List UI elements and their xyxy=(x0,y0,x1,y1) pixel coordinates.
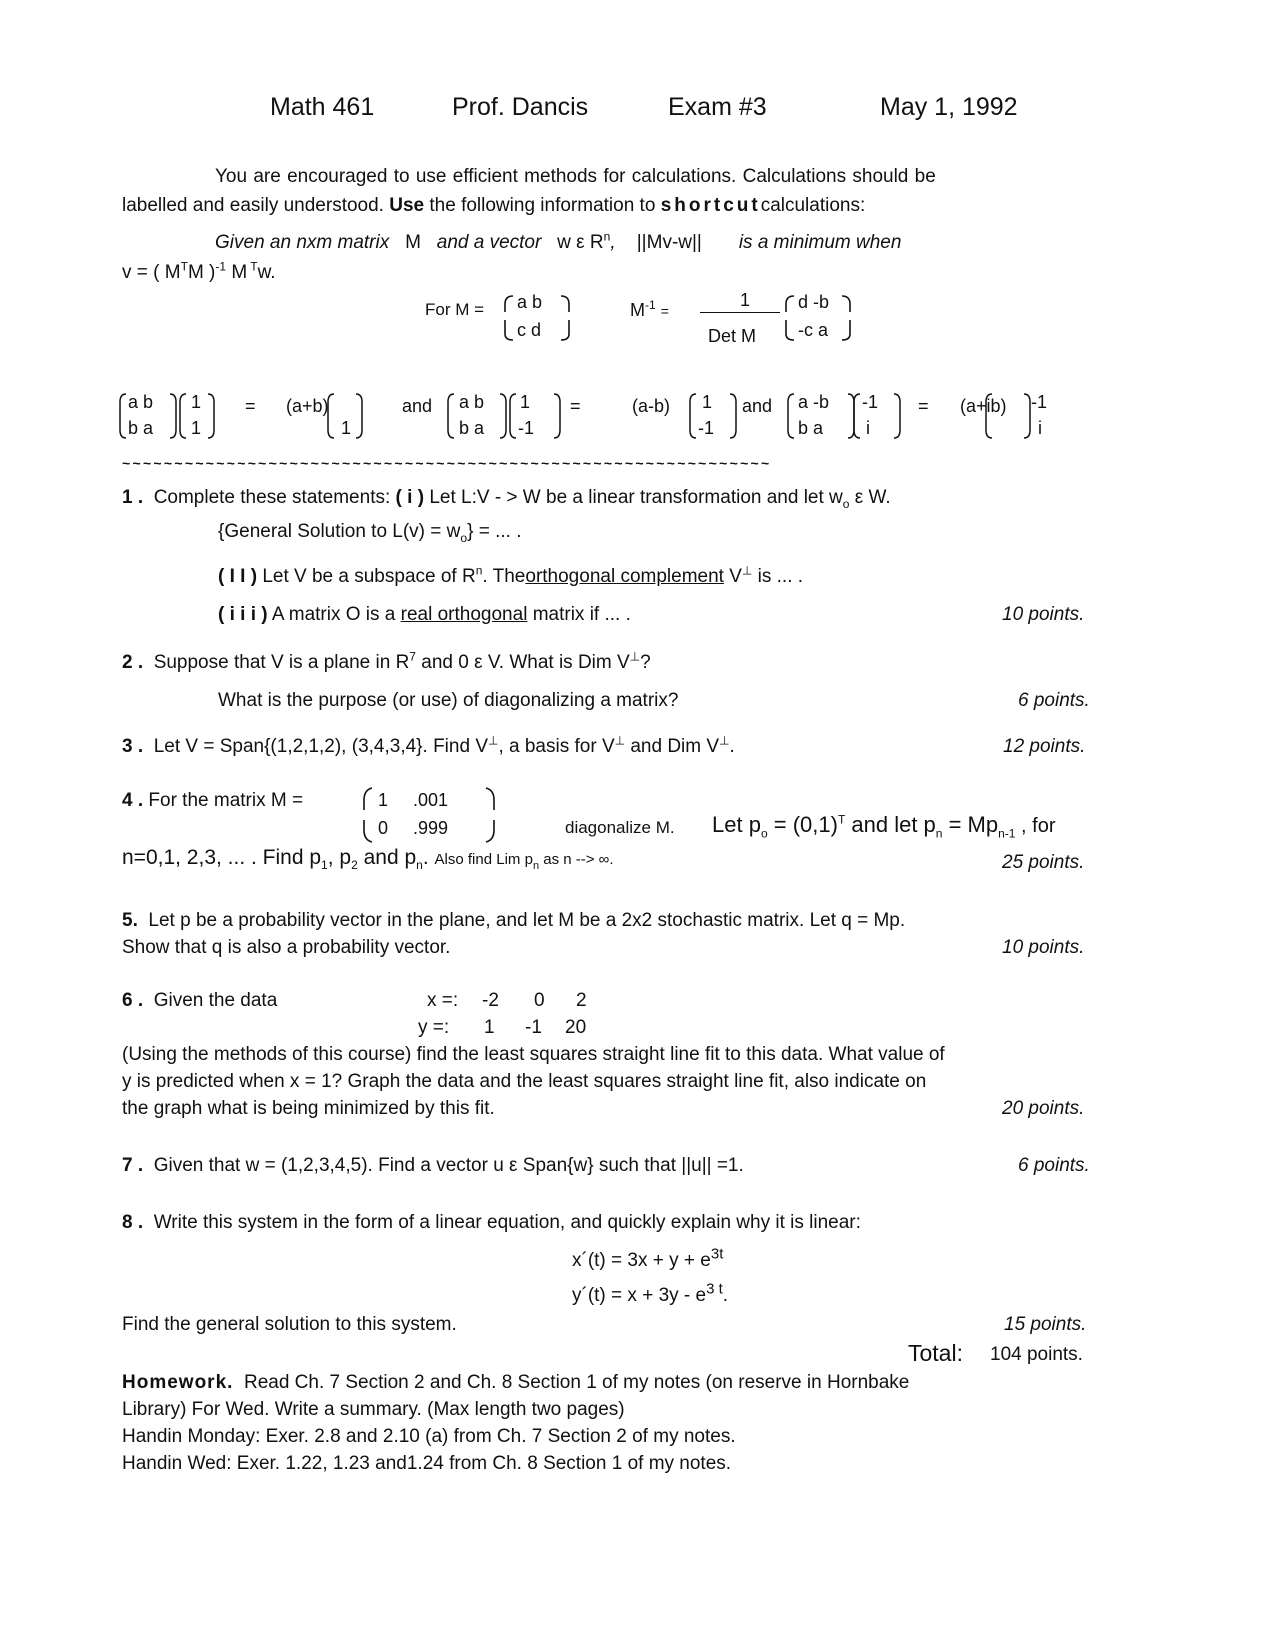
q3-perp2: ⊥ xyxy=(614,733,626,748)
eigen-res2: (a-b) xyxy=(632,396,671,416)
q4-pn-eq: = Mp xyxy=(942,812,999,837)
q6-line4: the graph what is being minimized by this fit. xyxy=(122,1098,495,1119)
q4-and: and p xyxy=(357,846,417,869)
given-w: w ε R xyxy=(557,232,604,253)
eigen-m2-row2: b a xyxy=(459,418,485,438)
q4-lim-sub: n xyxy=(532,860,540,873)
q2-number: 2 . xyxy=(122,652,144,673)
adjugate-row2: -c a xyxy=(798,320,829,340)
minv-exp: -1 xyxy=(645,298,656,312)
q8-eq2-dot: . xyxy=(722,1285,729,1306)
q6-number: 6 . xyxy=(122,990,144,1011)
q7-points: 6 points. xyxy=(1018,1155,1090,1176)
q4-find: n=0,1, 2,3, ... . Find p xyxy=(122,846,322,869)
q1-ii-perp: ⊥ xyxy=(741,563,753,578)
formula-m: M ) xyxy=(187,262,216,283)
q4-comma: , p xyxy=(327,846,352,869)
q7-text: Given that w = (1,2,3,4,5). Find a vector u ε Span{w} such that ||u|| =1. xyxy=(153,1155,744,1176)
q8-eq2-text: y´(t) = x + 3y - e xyxy=(572,1285,707,1306)
matrix-m-row2: c d xyxy=(517,320,542,340)
eigen-v1-row1: 1 xyxy=(191,392,202,412)
q2-line2: What is the purpose (or use) of diagonalizing a matrix? xyxy=(218,690,679,711)
formula-w: w. xyxy=(257,262,276,283)
q6-line3: y is predicted when x = 1? Graph the data and the least squares straight line fit, also indicate on xyxy=(122,1071,927,1092)
q4-and-let: and let p xyxy=(845,812,936,837)
formula-inv: -1 xyxy=(215,259,227,274)
q2-perp: ⊥ xyxy=(629,649,641,664)
wavy-divider: ~~~~~~~~~~~~~~~~~~~~~~~~~~~~~~~~~~~~~~~~~~~~~~~~~~~~~~~~~~~~~~ xyxy=(122,455,772,471)
q8-eq1-text: x´(t) = 3x + y + e xyxy=(572,1250,711,1271)
q8-eq2-exp: 3 t xyxy=(706,1280,723,1298)
q4-diagonalize: diagonalize M. xyxy=(565,818,675,837)
intro-text-3: calculations: xyxy=(760,195,866,216)
q8-eq2 xyxy=(572,1280,729,1307)
q4-points: 25 points. xyxy=(1002,852,1085,873)
eigen-m1-row2: b a xyxy=(128,418,154,438)
q5-number: 5. xyxy=(122,910,138,931)
for-m-label: For M = xyxy=(425,300,485,319)
q4-p2: 2 xyxy=(351,858,358,873)
q4-also: Also find Lim p xyxy=(434,851,533,868)
minv-eq: = xyxy=(660,303,669,319)
q4-line1 xyxy=(122,790,303,812)
q1-ii-n: n xyxy=(475,563,483,578)
q1-i-text-b: ε W. xyxy=(849,487,891,508)
q4-pn-sub: n xyxy=(935,826,943,841)
q4-recurrence xyxy=(712,812,1056,841)
q3-end: . xyxy=(729,736,735,757)
q1-number: 1 . xyxy=(122,487,144,508)
q7-line xyxy=(122,1155,744,1177)
q8-line-end: Find the general solution to this system. xyxy=(122,1314,457,1335)
q3-perp1: ⊥ xyxy=(488,733,499,748)
q4-p0-t: T xyxy=(837,812,846,827)
intro-text-2: the following information to xyxy=(429,195,656,216)
q1-iii xyxy=(218,604,631,626)
q4-matrix-row2: 0 .999 xyxy=(378,818,449,838)
q5-points: 10 points. xyxy=(1002,937,1085,958)
eigen-eq1: = xyxy=(245,396,256,416)
q4-dot: . xyxy=(422,846,429,869)
matrix-m-row1: a b xyxy=(517,292,543,312)
eigen-v3-row2: i xyxy=(866,418,870,438)
q1-i-sub: o xyxy=(842,496,850,511)
q4-pn1-sub: n-1 xyxy=(998,826,1016,841)
q8-points: 15 points. xyxy=(1004,1314,1087,1335)
q2-r7: 7 xyxy=(409,649,416,664)
q3-text-c: and Dim V xyxy=(625,736,720,757)
q3-line xyxy=(122,733,735,758)
q2-line1 xyxy=(122,649,651,674)
q5-line1 xyxy=(122,910,905,932)
eigen-v1-row2: 1 xyxy=(191,418,202,438)
q8-number: 8 . xyxy=(122,1212,144,1233)
q1-ii-text-b: . The xyxy=(482,566,526,587)
q6-y-val-2: -1 xyxy=(525,1017,542,1038)
q3-number: 3 . xyxy=(122,736,144,757)
formula-m2: M xyxy=(226,262,248,283)
q4-number: 4 . xyxy=(122,790,144,811)
homework-line1 xyxy=(122,1372,909,1394)
eigen-and1: and xyxy=(402,396,433,416)
q6-y-val-3: 20 xyxy=(565,1017,587,1038)
given-norm: ||Mv-w|| xyxy=(636,232,702,253)
q3-text: Let V = Span{(1,2,1,2), (3,4,3,4}. Find V xyxy=(153,736,488,757)
given-m: M xyxy=(405,232,421,253)
q4-as: as n --> ∞. xyxy=(539,851,614,868)
q8-line1 xyxy=(122,1212,861,1234)
q8-eq1 xyxy=(572,1245,724,1272)
professor-name: Prof. Dancis xyxy=(452,93,589,121)
eigen-res2-row1: 1 xyxy=(702,392,713,412)
q4-p0-val: = (0,1) xyxy=(767,812,838,837)
q5-line2: Show that q is also a probability vector. xyxy=(122,937,451,958)
q6-x-label: x =: xyxy=(427,990,459,1011)
q4-matrix-row1: 1 .001 xyxy=(378,790,449,810)
eigen-and2: and xyxy=(742,396,773,416)
q6-y-label: y =: xyxy=(418,1017,450,1038)
formula-v: v = ( M xyxy=(122,262,181,283)
q4-p1: 1 xyxy=(321,858,328,873)
eigen-m1-row1: a b xyxy=(128,392,154,412)
eigen-eq2: = xyxy=(570,396,581,416)
eigen-res3-row2: i xyxy=(1038,418,1042,438)
q5-text: Let p be a probability vector in the plane, and let M be a 2x2 stochastic matrix. Let q = Mp. xyxy=(148,910,906,931)
total-value: 104 points. xyxy=(990,1344,1083,1365)
homework-text: Read Ch. 7 Section 2 and Ch. 8 Section 1 of my notes (on reserve in Hornbake xyxy=(243,1372,910,1393)
q6-line1 xyxy=(122,990,277,1012)
q8-eq1-exp: 3t xyxy=(710,1245,724,1263)
q6-line2: (Using the methods of this course) find the least squares straight line fit to this data. What value of xyxy=(122,1044,945,1065)
q1-i-text: Let L:V - > W be a linear transformation and let w xyxy=(429,487,843,508)
q4-pn: n xyxy=(416,858,423,873)
q3-text-b: , a basis for V xyxy=(498,736,615,757)
q3-points: 12 points. xyxy=(1003,736,1086,757)
homework-line2: Library) For Wed. Write a summary. (Max length two pages) xyxy=(122,1399,625,1420)
q6-points: 20 points. xyxy=(1002,1098,1085,1119)
q6-y-val-1: 1 xyxy=(484,1017,495,1038)
formula-t2: T xyxy=(247,259,258,274)
eigen-res1-row2: 1 xyxy=(341,418,352,438)
q1-ii-end: is ... . xyxy=(752,566,804,587)
q4-p0-sub: o xyxy=(760,826,768,841)
eigen-m3-row1: a -b xyxy=(798,392,830,412)
q7-number: 7 . xyxy=(122,1155,144,1176)
eigen-res1: (a+b) xyxy=(286,396,329,416)
q3-perp3: ⊥ xyxy=(719,733,730,748)
adjugate-row1: d -b xyxy=(798,292,830,312)
given-n: n xyxy=(603,229,611,244)
q1-ii-underlined: orthogonal complement xyxy=(525,566,724,587)
q2-text-b: and 0 ε V. What is Dim V xyxy=(415,652,630,673)
fraction-denominator: Det M xyxy=(708,326,757,346)
q1-gs-end: } = ... . xyxy=(467,521,522,542)
homework-line4: Handin Wed: Exer. 1.22, 1.23 and1.24 from Ch. 8 Section 1 of my notes. xyxy=(122,1453,732,1474)
q1-iii-end: matrix if ... . xyxy=(532,604,631,625)
course-title: Math 461 xyxy=(270,93,375,121)
formula-t1: T xyxy=(180,259,188,274)
given-text: Given an nxm matrix xyxy=(215,232,390,253)
q2-points: 6 points. xyxy=(1018,690,1090,711)
exam-date: May 1, 1992 xyxy=(880,93,1018,121)
q1-ii-marker: ( I I ) xyxy=(218,566,258,587)
intro-shortcut: shortcut xyxy=(660,195,761,216)
q1-general-solution xyxy=(218,521,521,543)
total-label: Total: xyxy=(908,1340,963,1366)
homework-line3: Handin Monday: Exer. 2.8 and 2.10 (a) from Ch. 7 Section 2 of my notes. xyxy=(122,1426,736,1447)
intro-use: Use xyxy=(389,195,425,216)
minv: M xyxy=(630,300,645,320)
intro-line-1: You are encouraged to use efficient methods for calculations. Calculations should be xyxy=(215,166,936,187)
q1-iii-underlined: real orthogonal xyxy=(400,604,528,625)
q6-x-val-2: 0 xyxy=(534,990,545,1011)
least-squares-formula xyxy=(122,259,276,284)
given-line xyxy=(215,229,902,254)
eigen-res2-row2: -1 xyxy=(698,418,715,438)
q4-text: For the matrix M = xyxy=(148,790,304,811)
q2-text: Suppose that V is a plane in R xyxy=(153,652,410,673)
eigen-v3-row1: -1 xyxy=(862,392,879,412)
eigen-eq3: = xyxy=(918,396,929,416)
q8-text: Write this system in the form of a linear equation, and quickly explain why it is linear: xyxy=(153,1212,861,1233)
intro-text: labelled and easily understood. xyxy=(122,195,384,216)
q6-text: Given the data xyxy=(153,990,278,1011)
exam-title: Exam #3 xyxy=(668,93,767,121)
fraction-bar xyxy=(700,312,780,313)
q1-ii-v: V xyxy=(723,566,742,587)
eigen-m2-row1: a b xyxy=(459,392,485,412)
q2-end: ? xyxy=(640,652,651,673)
q1-iii-text: A matrix O is a xyxy=(271,604,396,625)
intro-line-2 xyxy=(122,195,865,217)
fraction-numerator: 1 xyxy=(740,290,751,310)
q1-i-marker: ( i ) xyxy=(395,487,425,508)
eigen-v2-row1: 1 xyxy=(520,392,531,412)
m-inverse-label xyxy=(630,300,669,321)
q1-points: 10 points. xyxy=(1002,604,1085,625)
q4-let: Let p xyxy=(712,812,761,837)
q1-ii xyxy=(218,563,804,588)
q1-ii-text: Let V be a subspace of R xyxy=(262,566,476,587)
q1-lead: Complete these statements: xyxy=(153,487,391,508)
homework-label: Homework. xyxy=(122,1372,234,1393)
q6-x-val-3: 2 xyxy=(576,990,587,1011)
eigen-res3-row1: -1 xyxy=(1031,392,1048,412)
given-text-2: and a vector xyxy=(436,232,542,253)
q6-x-val-1: -2 xyxy=(482,990,499,1011)
q1-gs-text: {General Solution to L(v) = w xyxy=(218,521,461,542)
q1-gs-sub: o xyxy=(460,530,468,545)
eigen-m3-row2: b a xyxy=(798,418,824,438)
given-text-3: is a minimum when xyxy=(738,232,902,253)
q1-iii-marker: ( i i i ) xyxy=(218,604,268,625)
given-comma: , xyxy=(610,232,616,253)
eigen-res3: (a+ib) xyxy=(960,396,1007,416)
q4-for: , for xyxy=(1015,815,1056,837)
q4-line3 xyxy=(122,846,614,873)
q1-line1 xyxy=(122,487,891,509)
eigen-v2-row2: -1 xyxy=(518,418,535,438)
